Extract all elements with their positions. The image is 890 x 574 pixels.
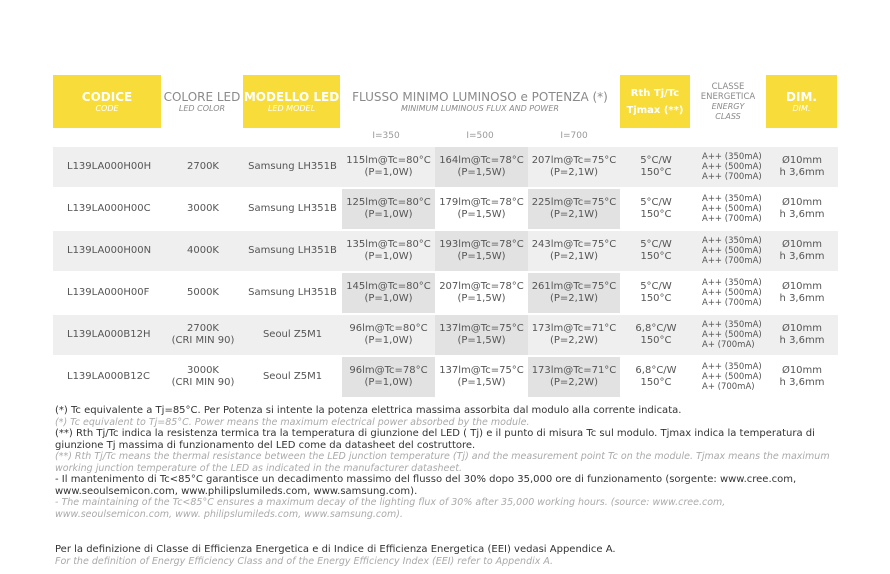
- cell-flux-500: [435, 147, 528, 188]
- cell-rth: [620, 147, 692, 188]
- cell-class: [692, 230, 766, 272]
- cell-dim-line: h 3,6mm: [779, 377, 825, 388]
- cell-model: [243, 314, 342, 356]
- header-colore-label: COLORE LED: [163, 89, 241, 104]
- header-colore-sublabel: LED COLOR: [178, 103, 226, 113]
- cell-flux-350: [342, 188, 435, 230]
- cell-flux-500-line: 207lm@Tc=78°C: [439, 281, 524, 292]
- cell-dim: [766, 147, 838, 188]
- cell-flux-700: [528, 230, 620, 272]
- cell-dim: [766, 188, 838, 230]
- cell-flux-500: [435, 272, 528, 314]
- header-codice-label: CODICE: [81, 89, 133, 104]
- cell-flux-700-line: 243lm@Tc=75°C: [531, 239, 617, 250]
- cell-flux-700-line: (P=2,1W): [549, 293, 598, 304]
- cell-dim-line: h 3,6mm: [779, 167, 825, 178]
- table-row: [53, 188, 838, 230]
- cell-class: [692, 356, 766, 398]
- cell-dim-line: Ø10mm: [781, 155, 823, 166]
- cell-color: [163, 147, 243, 188]
- cell-flux-700-line: 207lm@Tc=75°C: [531, 155, 617, 166]
- cell-class-line: A++ (350mA): [702, 278, 762, 288]
- cell-rth-line: 6,8°C/W: [635, 365, 677, 376]
- cell-class-line: A++ (350mA): [702, 362, 762, 372]
- cell-dim-line: Ø10mm: [781, 365, 823, 376]
- cell-flux-350-line: (P=1,0W): [364, 335, 413, 346]
- cell-flux-700-line: (P=2,1W): [549, 167, 598, 178]
- cell-flux-700-line: (P=2,1W): [549, 209, 598, 220]
- current-label-500: I=500: [466, 131, 494, 141]
- table-row: [53, 314, 838, 356]
- cell-flux-700: [528, 188, 620, 230]
- cell-flux-700-line: (P=2,1W): [549, 251, 598, 262]
- cell-flux-700: [528, 272, 620, 314]
- cell-dim: [766, 314, 838, 356]
- cell-rth: [620, 272, 692, 314]
- header-modello-sublabel: LED MODEL: [267, 103, 316, 113]
- cell-code-line: L139LA000B12H: [67, 329, 151, 340]
- cell-class-line: A++ (350mA): [702, 152, 762, 162]
- cell-rth-line: 5°C/W: [640, 155, 672, 166]
- header-classe-l2: ENERGETICA: [700, 91, 756, 102]
- cell-dim-line: Ø10mm: [781, 323, 823, 334]
- note-3-en: - The maintaining of the Tc<85°C ensures a maximum decay of the lighting flux of 30% after 35,000 working hours. (source: www.cree.com, www.seoulsemicon.com, www. philipslumileds.com, www.samsung.com).: [55, 497, 726, 520]
- cell-dim-line: h 3,6mm: [779, 335, 825, 346]
- cell-dim-line: Ø10mm: [781, 197, 823, 208]
- cell-color-line: 5000K: [186, 287, 219, 298]
- cell-flux-700: [528, 314, 620, 356]
- cell-model: [243, 356, 342, 398]
- cell-flux-350-line: (P=1,0W): [364, 167, 413, 178]
- cell-color: [163, 356, 243, 398]
- cell-model: [243, 230, 342, 272]
- cell-color-line: 3000K: [186, 365, 219, 376]
- cell-model-line: Samsung LH351B: [248, 203, 337, 214]
- note-1: (*) Tc equivalente a Tj=85°C. Per Potenza si intente la potenza elettrica massima assorbita dal modulo alla corrente indicata.: [55, 405, 682, 416]
- cell-class-line: A+ (700mA): [702, 382, 755, 392]
- cell-flux-350-line: 145lm@Tc=80°C: [346, 281, 431, 292]
- cell-rth-line: 5°C/W: [640, 197, 672, 208]
- cell-class-line: A++ (700mA): [702, 172, 762, 182]
- cell-flux-700: [528, 356, 620, 398]
- cell-dim: [766, 356, 838, 398]
- cell-rth: [620, 356, 692, 398]
- cell-rth-line: 6,8°C/W: [635, 323, 677, 334]
- header-dim-label: DIM.: [786, 89, 817, 104]
- cell-class-line: A++ (500mA): [702, 372, 762, 382]
- cell-flux-500: [435, 230, 528, 272]
- header-codice-sublabel: CODE: [95, 103, 119, 113]
- cell-color: [163, 314, 243, 356]
- cell-flux-350: [342, 272, 435, 314]
- header-colore: [163, 75, 241, 128]
- cell-code-line: L139LA000H00H: [67, 161, 152, 172]
- cell-flux-500-line: 193lm@Tc=78°C: [439, 239, 524, 250]
- cell-flux-700-line: (P=2,2W): [549, 335, 598, 346]
- cell-model-line: Samsung LH351B: [248, 245, 337, 256]
- cell-flux-350: [342, 147, 435, 188]
- cell-class-line: A++ (700mA): [702, 214, 762, 224]
- header-classe-l3: ENERGY: [711, 101, 745, 111]
- header-classe-l1: CLASSE: [711, 81, 745, 92]
- cell-rth: [620, 314, 692, 356]
- cell-class-line: A++ (700mA): [702, 256, 762, 266]
- cell-model-line: Seoul Z5M1: [262, 371, 323, 382]
- cell-flux-500: [435, 314, 528, 356]
- cell-model: [243, 147, 342, 188]
- cell-color-line: 4000K: [186, 245, 219, 256]
- cell-dim: [766, 272, 838, 314]
- cell-color: [163, 230, 243, 272]
- cell-color-line: 2700K: [186, 323, 219, 334]
- cell-flux-500-line: (P=1,5W): [457, 167, 506, 178]
- cell-flux-500: [435, 356, 528, 398]
- cell-class-line: A++ (500mA): [702, 288, 762, 298]
- cell-flux-700-line: (P=2,2W): [549, 377, 598, 388]
- cell-dim-line: Ø10mm: [781, 239, 823, 250]
- cell-flux-700-line: 173lm@Tc=71°C: [531, 365, 617, 376]
- note-2-en: (**) Rth Tj/Tc means the thermal resistance between the LED junction temperature (Tj) and the measurement point Tc on the module. Tjmax means the maximum working junction temperature of the LED as indicated in the manufacturer datasheet.: [55, 451, 830, 474]
- cell-color: [163, 188, 243, 230]
- cell-color-line: (CRI MIN 90): [171, 335, 235, 346]
- cell-code: [53, 314, 163, 356]
- cell-flux-700-line: 225lm@Tc=75°C: [531, 197, 617, 208]
- cell-dim-line: h 3,6mm: [779, 209, 825, 220]
- cell-rth: [620, 230, 692, 272]
- header-modello-label: MODELLO LED: [243, 89, 340, 104]
- cell-flux-350-line: (P=1,0W): [364, 377, 413, 388]
- note-1-en: (*) Tc equivalent to Tj=85°C. Power means the maximum electrical power absorbed by the module.: [55, 416, 530, 428]
- header-rth-label: Rth Tj/Tc: [630, 87, 680, 99]
- appendix-note: [55, 544, 616, 567]
- cell-class: [692, 147, 766, 188]
- cell-flux-350-line: 135lm@Tc=80°C: [346, 239, 431, 250]
- product-table-body: [53, 147, 838, 398]
- cell-color-line: 3000K: [186, 203, 219, 214]
- note-2: (**) Rth Tj/Tc indica la resistenza termica tra la temperatura di giunzione del LED ( Tj) e il punto di misura Tc sul modulo. Tjmax indica la temperatura di giunzione Tj massima di funzionamento del LED come da datasheet del costruttore.: [55, 428, 815, 451]
- header-codice: [53, 75, 161, 128]
- cell-model: [243, 188, 342, 230]
- cell-flux-500-line: (P=1,5W): [457, 293, 506, 304]
- cell-code: [53, 356, 163, 398]
- cell-code: [53, 147, 163, 188]
- table-row: [53, 272, 838, 314]
- cell-rth-line: 150°C: [640, 209, 672, 220]
- cell-class: [692, 272, 766, 314]
- cell-class-line: A++ (500mA): [702, 204, 762, 214]
- cell-flux-500-line: (P=1,5W): [457, 377, 506, 388]
- cell-flux-500-line: (P=1,5W): [457, 209, 506, 220]
- cell-rth-line: 150°C: [640, 167, 672, 178]
- cell-flux-500-line: (P=1,5W): [457, 251, 506, 262]
- header-flusso: [342, 75, 618, 128]
- header-flusso-label: FLUSSO MINIMO LUMINOSO e POTENZA (*): [352, 89, 608, 104]
- current-label-700: I=700: [560, 131, 588, 141]
- cell-flux-700: [528, 147, 620, 188]
- cell-class: [692, 188, 766, 230]
- table-row: [53, 356, 838, 398]
- header-dim: [766, 75, 837, 128]
- product-table: [53, 147, 838, 399]
- header-flusso-sublabel: MINIMUM LUMINOUS FLUX AND POWER: [401, 103, 559, 113]
- cell-model: [243, 272, 342, 314]
- header-classe: [692, 75, 764, 128]
- cell-rth-line: 150°C: [640, 293, 672, 304]
- cell-rth-line: 5°C/W: [640, 281, 672, 292]
- cell-class-line: A++ (500mA): [702, 162, 762, 172]
- cell-class: [692, 314, 766, 356]
- cell-flux-500-line: 164lm@Tc=78°C: [439, 155, 524, 166]
- cell-dim-line: h 3,6mm: [779, 293, 825, 304]
- cell-flux-350: [342, 314, 435, 356]
- cell-color: [163, 272, 243, 314]
- cell-code-line: L139LA000H00F: [67, 287, 150, 298]
- cell-rth-line: 150°C: [640, 377, 672, 388]
- cell-code-line: L139LA000H00N: [67, 245, 152, 256]
- cell-class-line: A++ (350mA): [702, 236, 762, 246]
- cell-code: [53, 272, 163, 314]
- cell-class-line: A+ (700mA): [702, 340, 755, 350]
- note-4: Per la definizione di Classe di Efficienza Energetica e di Indice di Efficienza Energetica (EEI) vedasi Appendice A.: [55, 544, 616, 555]
- header-rth-sublabel: Tjmax (**): [626, 104, 684, 116]
- cell-flux-500-line: (P=1,5W): [457, 335, 506, 346]
- cell-code-line: L139LA000B12C: [67, 371, 150, 382]
- table-row: [53, 230, 838, 272]
- current-label-350: I=350: [372, 131, 400, 141]
- header-rth: [620, 75, 690, 128]
- cell-model-line: Samsung LH351B: [248, 287, 337, 298]
- cell-dim-line: h 3,6mm: [779, 251, 825, 262]
- cell-class-line: A++ (500mA): [702, 246, 762, 256]
- cell-flux-350: [342, 356, 435, 398]
- cell-flux-500-line: 137lm@Tc=75°C: [439, 365, 524, 376]
- cell-rth: [620, 188, 692, 230]
- header-modello: [243, 75, 340, 128]
- cell-flux-350: [342, 230, 435, 272]
- cell-class-line: A++ (500mA): [702, 330, 762, 340]
- cell-color-line: 2700K: [186, 161, 219, 172]
- cell-rth-line: 150°C: [640, 335, 672, 346]
- cell-dim: [766, 230, 838, 272]
- cell-model-line: Samsung LH351B: [248, 161, 337, 172]
- cell-rth-line: 150°C: [640, 251, 672, 262]
- cell-flux-350-line: 125lm@Tc=80°C: [346, 197, 431, 208]
- header-dim-sublabel: DIM.: [792, 103, 811, 113]
- header-classe-l4: CLASS: [715, 111, 741, 121]
- table-row: [53, 147, 838, 188]
- note-3: - Il mantenimento di Tc<85°C garantisce un decadimento massimo del flusso del 30% dopo 35,000 ore di funzionamento (sorgente: www.cree.com, www.seoulsemicon.com, www.philipslumileds.com, www.samsung.com).: [55, 474, 797, 497]
- cell-flux-500-line: 179lm@Tc=78°C: [439, 197, 524, 208]
- footnotes: [55, 405, 845, 520]
- cell-class-line: A++ (700mA): [702, 298, 762, 308]
- cell-code: [53, 230, 163, 272]
- cell-flux-350-line: (P=1,0W): [364, 251, 413, 262]
- cell-flux-500-line: 137lm@Tc=75°C: [439, 323, 524, 334]
- cell-rth-line: 5°C/W: [640, 239, 672, 250]
- cell-class-line: A++ (350mA): [702, 320, 762, 330]
- note-4-en: For the definition of Energy Efficiency Class and of the Energy Efficiency Index (EEI) refer to Appendix A.: [55, 555, 554, 567]
- cell-flux-350-line: (P=1,0W): [364, 209, 413, 220]
- cell-flux-350-line: (P=1,0W): [364, 293, 413, 304]
- cell-code: [53, 188, 163, 230]
- cell-color-line: (CRI MIN 90): [171, 377, 235, 388]
- cell-dim-line: Ø10mm: [781, 281, 823, 292]
- cell-flux-350-line: 96lm@Tc=78°C: [349, 365, 428, 376]
- cell-model-line: Seoul Z5M1: [262, 329, 323, 340]
- cell-class-line: A++ (350mA): [702, 194, 762, 204]
- cell-flux-700-line: 173lm@Tc=71°C: [531, 323, 617, 334]
- cell-flux-350-line: 96lm@Tc=80°C: [349, 323, 428, 334]
- cell-flux-700-line: 261lm@Tc=75°C: [531, 281, 617, 292]
- cell-flux-350-line: 115lm@Tc=80°C: [346, 155, 431, 166]
- cell-code-line: L139LA000H00C: [67, 203, 151, 214]
- cell-flux-500: [435, 188, 528, 230]
